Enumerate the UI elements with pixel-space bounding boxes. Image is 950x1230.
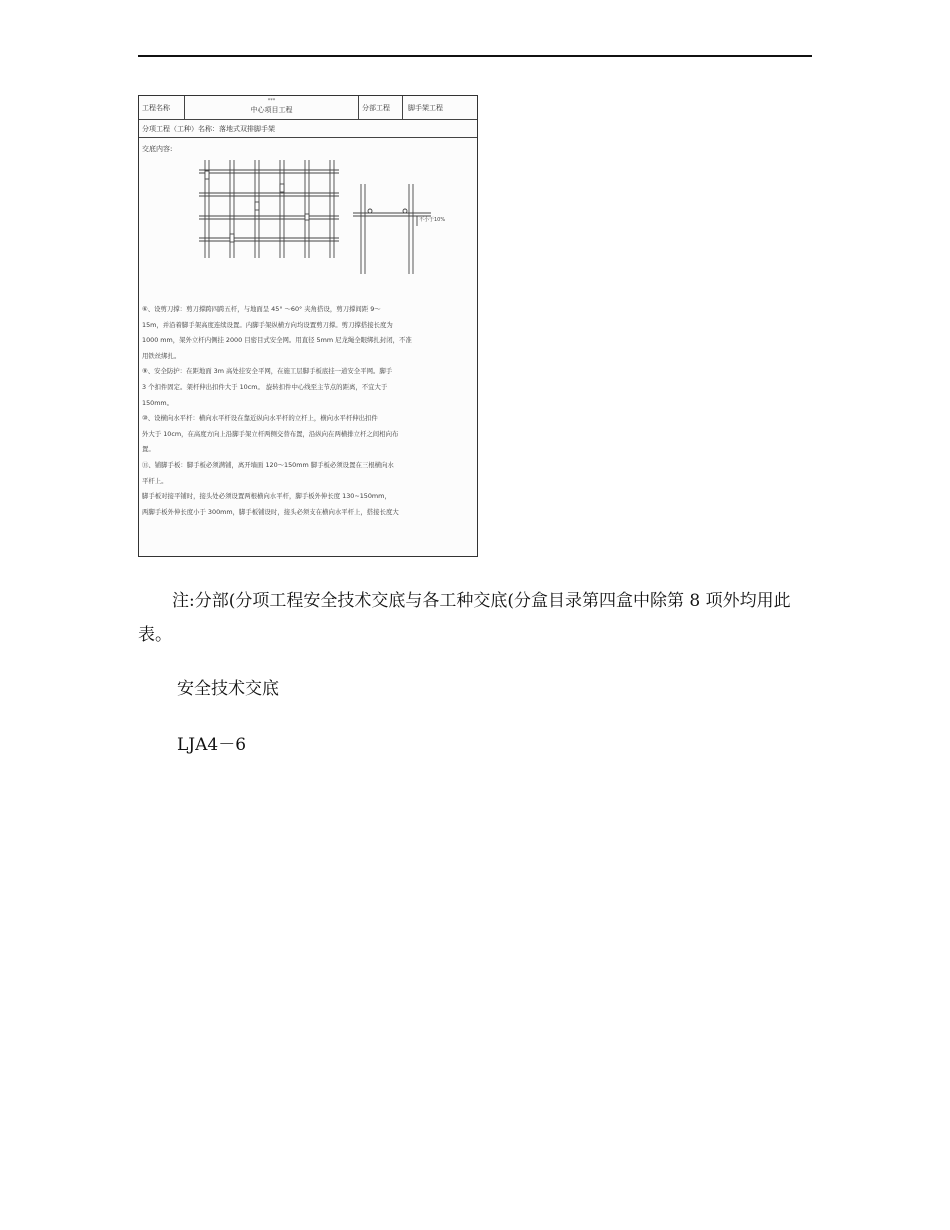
section-title: 安全技术交底 [177,679,279,699]
body-line: 两脚手板外伸长度小于 300mm，脚手板铺设时，接头必须支在横向水平杆上，搭接长度大 [142,507,399,516]
scaffold-diagram [139,154,476,304]
body-line: 脚手板对接平铺时，接头处必须设置两根横向水平杆，脚手板外伸长度 130~150mm， [142,492,391,501]
scaffold-section-view [353,184,431,274]
body-line: 平杆上。 [142,476,168,485]
body-line: ⑨、安全防护：在距地面 3m 高处挂安全平网，在施工层脚手板底挂一道安全平网。脚手 [142,367,393,376]
division-label: 分部工程 [359,96,403,120]
project-name-mask: *** [267,98,276,104]
body-line: 3 个扣件固定。架杆伸出扣件大于 10cm。 旋转扣件中心线至主节点的距离，不宜大于 [142,382,388,391]
subproject-line: 分项工程（工种）名称：落地式双排脚手架 [139,120,477,138]
form-header-row [139,96,477,120]
slope-annotation: 不小于10% [419,217,446,223]
body-line: 置。 [142,445,155,454]
body-line: 外大于 10cm，在高度方向上沿脚手架立杆两侧交替布置，沿纵向在两横排立杆之间相向布 [142,429,399,438]
body-line: 1000 mm，架外立杆内侧挂 2000 目密目式安全网。用直径 5mm 尼龙绳全眼绑扎封闭，不准 [142,336,412,345]
body-line: ⑩、设横向水平杆：横向水平杆设在靠近纵向水平杆的立杆上，横向水平杆伸出扣件 [142,414,378,423]
body-line: 15m，并沿着脚手架高度连续设置。内脚手架纵横方向均设置剪刀撑。剪刀撑搭接长度为 [142,320,393,329]
header-rule [138,55,812,57]
scaffold-elevation-grid [199,160,339,258]
body-line: 用铁丝绑扎。 [142,351,181,360]
disclosure-body-text [142,302,474,520]
project-name-value: 中心项目工程 [250,106,293,114]
document-code: LJA4－6 [177,735,247,755]
body-line: ⑪、铺脚手板：脚手板必须满铺，离开墙面 120～150mm 脚手板必须设置在三根横向水 [142,460,394,469]
project-name-cell [185,96,359,120]
body-line: 150mm。 [142,398,174,407]
content-label: 交底内容: [142,145,173,153]
note-paragraph: 注:分部(分项工程安全技术交底与各工种交底(分盒目录第四盒中除第 8 项外均用此表。 [138,591,791,645]
division-value: 脚手架工程 [408,104,443,112]
scanned-disclosure-form [138,95,478,557]
body-line: ⑥、设剪刀撑：剪刀撑跨四跨五杆，与地面呈 45° ～60° 夹角搭设，剪刀撑间距 9～ [142,305,381,313]
project-name-label: 工程名称 [139,96,185,120]
